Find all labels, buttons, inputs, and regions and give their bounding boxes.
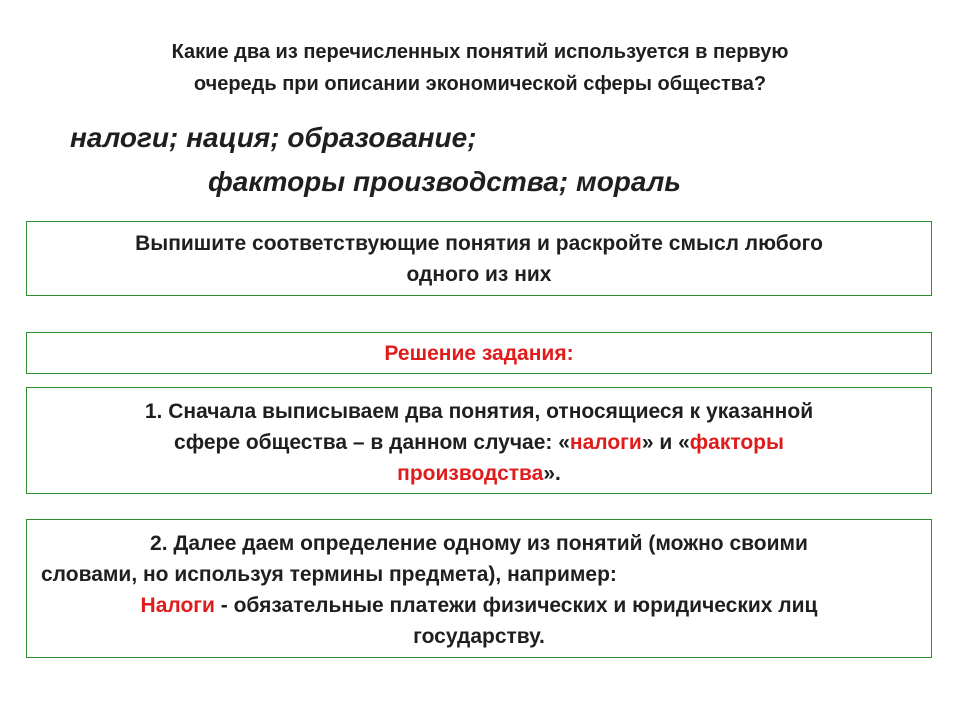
task-line-2: одного из них xyxy=(406,263,552,286)
step1-line2-middle: » и « xyxy=(641,431,690,454)
options-line-1: налоги; нация; образование; xyxy=(70,122,477,153)
question-line-1: Какие два из перечисленных понятий используется в первую xyxy=(171,41,789,63)
step2-line-2: словами, но используя термины предмета), например: xyxy=(41,563,617,586)
step2-line-1: 2. Далее даем определение одному из понятий (можно своими xyxy=(150,532,808,555)
step1-line2-prefix: сфере общества – в данном случае: « xyxy=(174,431,570,454)
step1-line-3 xyxy=(27,458,931,489)
step1-line-2 xyxy=(27,427,931,458)
question-text xyxy=(40,36,920,100)
step1-box xyxy=(26,387,932,494)
question-line-2: очередь при описании экономической сферы общества? xyxy=(193,73,767,95)
step1-line-1: 1. Сначала выписываем два понятия, относящиеся к указанной xyxy=(144,400,814,423)
term-production-factors-part1: факторы xyxy=(689,431,784,454)
task-box xyxy=(26,221,932,296)
solution-title: Решение задания: xyxy=(384,342,574,365)
definition-text-part1: - обязательные платежи физических и юридических лиц xyxy=(214,594,818,617)
definition-term: Налоги xyxy=(140,594,215,617)
solution-title-box xyxy=(26,332,932,374)
term-production-factors-part2: производства xyxy=(397,462,544,485)
step2-box xyxy=(26,519,932,658)
task-line-1: Выпишите соответствующие понятия и раскройте смысл любого xyxy=(135,232,823,255)
step2-line-3 xyxy=(41,590,917,621)
term-taxes: налоги xyxy=(569,431,642,454)
step1-line3-suffix: ». xyxy=(543,462,561,485)
definition-text-part2: государству. xyxy=(413,625,545,648)
options-line-2: факторы производства; мораль xyxy=(208,166,681,197)
